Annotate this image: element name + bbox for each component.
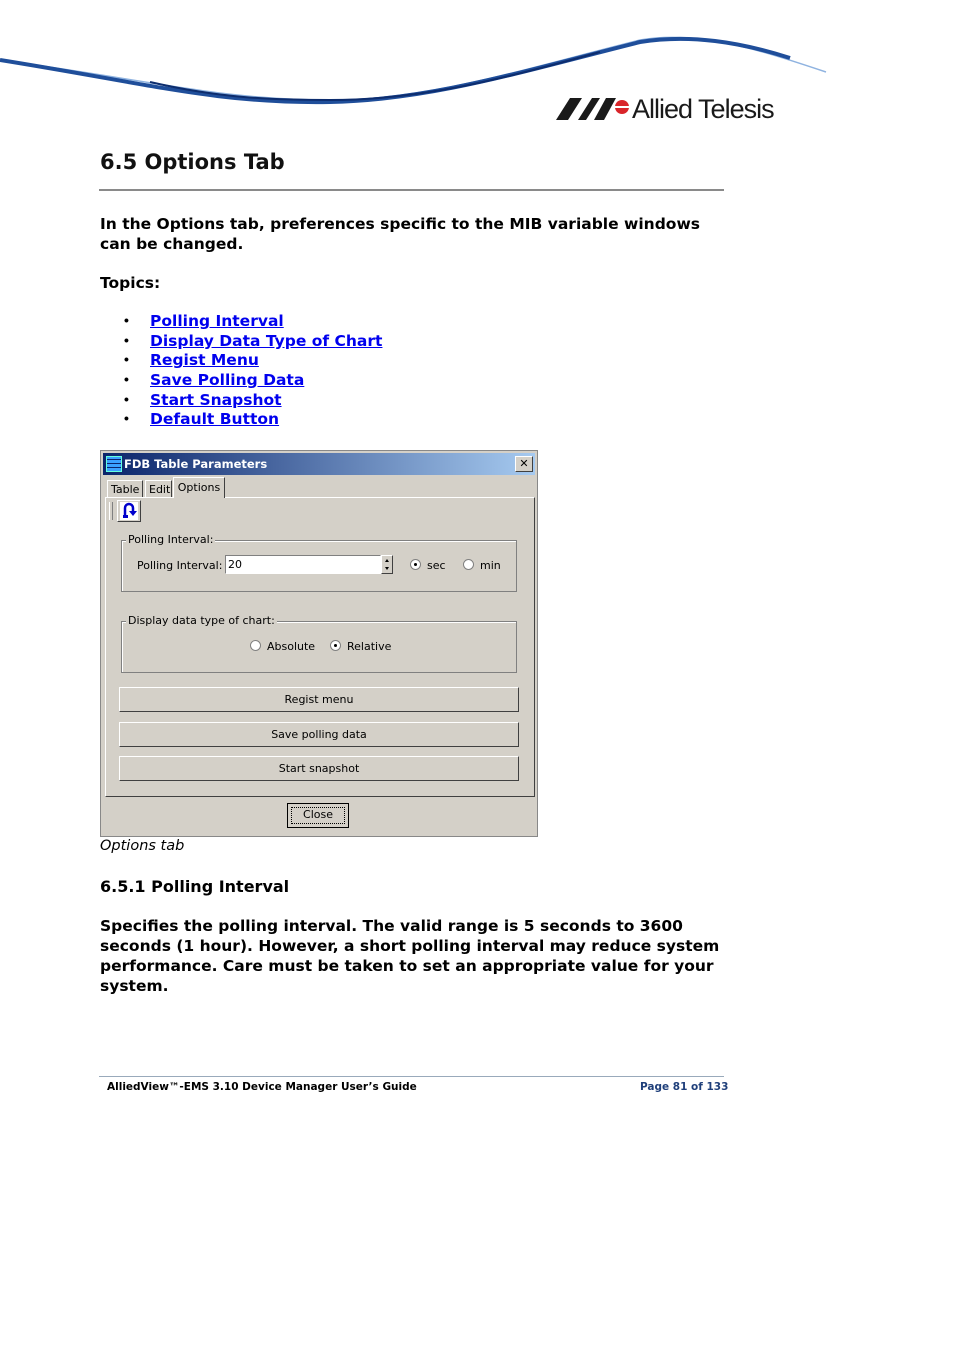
close-icon[interactable]: ✕ <box>515 456 533 472</box>
options-panel <box>105 497 535 797</box>
tab-edit[interactable]: Edit <box>145 480 172 498</box>
topic-link-default-button[interactable]: Default Button <box>150 410 280 429</box>
radio-relative[interactable] <box>330 640 341 651</box>
list-item <box>100 332 382 352</box>
polling-field-label: Polling Interval: <box>137 559 223 572</box>
brand-mark-icon <box>556 96 630 126</box>
table-grid-icon <box>106 456 122 472</box>
subsection-title: 6.5.1 Polling Interval <box>100 877 290 896</box>
radio-absolute-label: Absolute <box>267 640 316 653</box>
display-type-group <box>121 614 517 673</box>
radio-sec-label: sec <box>427 559 446 572</box>
radio-absolute[interactable] <box>250 640 261 651</box>
tab-options[interactable]: Options <box>173 477 225 498</box>
footer-page-number: Page 81 of 133 <box>640 1081 729 1093</box>
radio-min-label: min <box>480 559 501 572</box>
interval-spinner[interactable] <box>381 555 393 574</box>
list-item <box>100 351 382 371</box>
footer-doc-title: AlliedView™-EMS 3.10 Device Manager User’s Guide <box>107 1081 417 1093</box>
radio-relative-label: Relative <box>347 640 392 653</box>
save-polling-data-button[interactable]: Save polling data <box>119 722 519 747</box>
topic-link-display-data-type[interactable]: Display Data Type of Chart <box>150 331 383 350</box>
title-rule <box>99 189 724 191</box>
polling-group-label: Polling Interval: <box>128 533 214 546</box>
section-title: 6.5 Options Tab <box>100 150 285 174</box>
display-group-label: Display data type of chart: <box>128 614 275 627</box>
radio-min[interactable] <box>463 559 474 570</box>
polling-description: Specifies the polling interval. The valid range is 5 seconds to 3600 seconds (1 hour). However, a short polling interval may reduce system performance. Care must be taken to set an appropriate value for your system. <box>100 917 720 995</box>
refresh-icon <box>118 501 140 521</box>
tab-table[interactable]: Table <box>107 480 143 498</box>
brand-logo <box>556 94 778 126</box>
toolbar-grip <box>109 502 113 520</box>
topics-label: Topics: <box>100 274 161 292</box>
topic-link-regist-menu[interactable]: Regist Menu <box>150 351 259 370</box>
topics-list <box>100 312 382 430</box>
dialog-title: FDB Table Parameters <box>124 457 268 471</box>
list-item <box>100 391 382 411</box>
polling-interval-input[interactable]: 20 <box>225 555 381 574</box>
regist-menu-button[interactable]: Regist menu <box>119 687 519 712</box>
intro-paragraph: In the Options tab, preferences specific to the MIB variable windows can be changed. <box>100 215 700 253</box>
footer-rule <box>99 1076 724 1077</box>
figure-caption: Options tab <box>100 838 185 854</box>
refresh-button[interactable] <box>117 500 141 522</box>
fdb-parameters-dialog <box>100 450 538 837</box>
brand-name: Allied Telesis <box>632 94 774 124</box>
close-button[interactable]: Close <box>287 803 349 828</box>
list-item <box>100 371 382 391</box>
dialog-titlebar[interactable] <box>103 453 535 475</box>
start-snapshot-button[interactable]: Start snapshot <box>119 756 519 781</box>
radio-sec[interactable] <box>410 559 421 570</box>
topic-link-save-polling-data[interactable]: Save Polling Data <box>150 371 305 390</box>
list-item <box>100 410 382 430</box>
list-item <box>100 312 382 332</box>
polling-interval-group <box>121 533 517 592</box>
topic-link-start-snapshot[interactable]: Start Snapshot <box>150 390 282 409</box>
topic-link-polling-interval[interactable]: Polling Interval <box>150 312 284 330</box>
